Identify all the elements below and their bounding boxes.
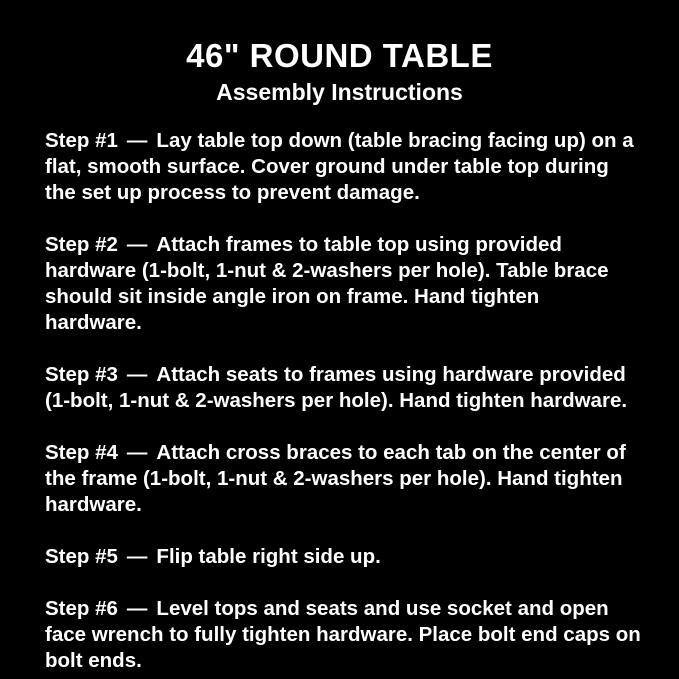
step-separator: — (126, 545, 148, 569)
step-label: Step #4 (45, 441, 118, 465)
step-label: Step #2 (45, 233, 118, 257)
step-text: Attach seats to frames using hardware provided (1-bolt, 1-nut & 2-washers per hole). Hand tighten hardware. (45, 363, 628, 413)
step-label: Step #6 (45, 597, 118, 621)
step-separator: — (126, 129, 148, 153)
step-text: Level tops and seats and use socket and open face wrench to fully tighten hardware. Place bolt end caps on bolt ends. (45, 597, 641, 673)
step-text: Attach cross braces to each tab on the center of the frame (1-bolt, 1-nut & 2-washers per hole). Hand tighten hardware. (45, 441, 626, 517)
step-label: Step #1 (45, 129, 118, 153)
step-text: Lay table top down (table bracing facing up) on a flat, smooth surface. Cover ground under table top during the set up process to prevent damage. (45, 129, 634, 205)
page-title: 46" ROUND TABLE (186, 37, 493, 74)
step-label: Step #5 (45, 545, 118, 569)
step-separator: — (126, 363, 148, 387)
step-text: Flip table right side up. (156, 545, 381, 569)
step-label: Step #3 (45, 363, 118, 387)
header (0, 0, 679, 108)
step-item-6 (45, 596, 641, 674)
step-separator: — (126, 597, 148, 621)
page-subtitle: Assembly Instructions (216, 79, 463, 106)
step-item-4 (45, 440, 641, 518)
step-item-3 (45, 362, 641, 414)
step-text: Attach frames to table top using provided hardware (1-bolt, 1-nut & 2-washers per hole). Table brace should sit inside angle iron on frame. Hand tighten hardware. (45, 233, 609, 335)
step-item-5 (45, 544, 641, 570)
step-separator: — (126, 441, 148, 465)
step-item-1 (45, 128, 641, 206)
step-separator: — (126, 233, 148, 257)
step-item-2 (45, 232, 641, 336)
steps-list (0, 108, 679, 674)
